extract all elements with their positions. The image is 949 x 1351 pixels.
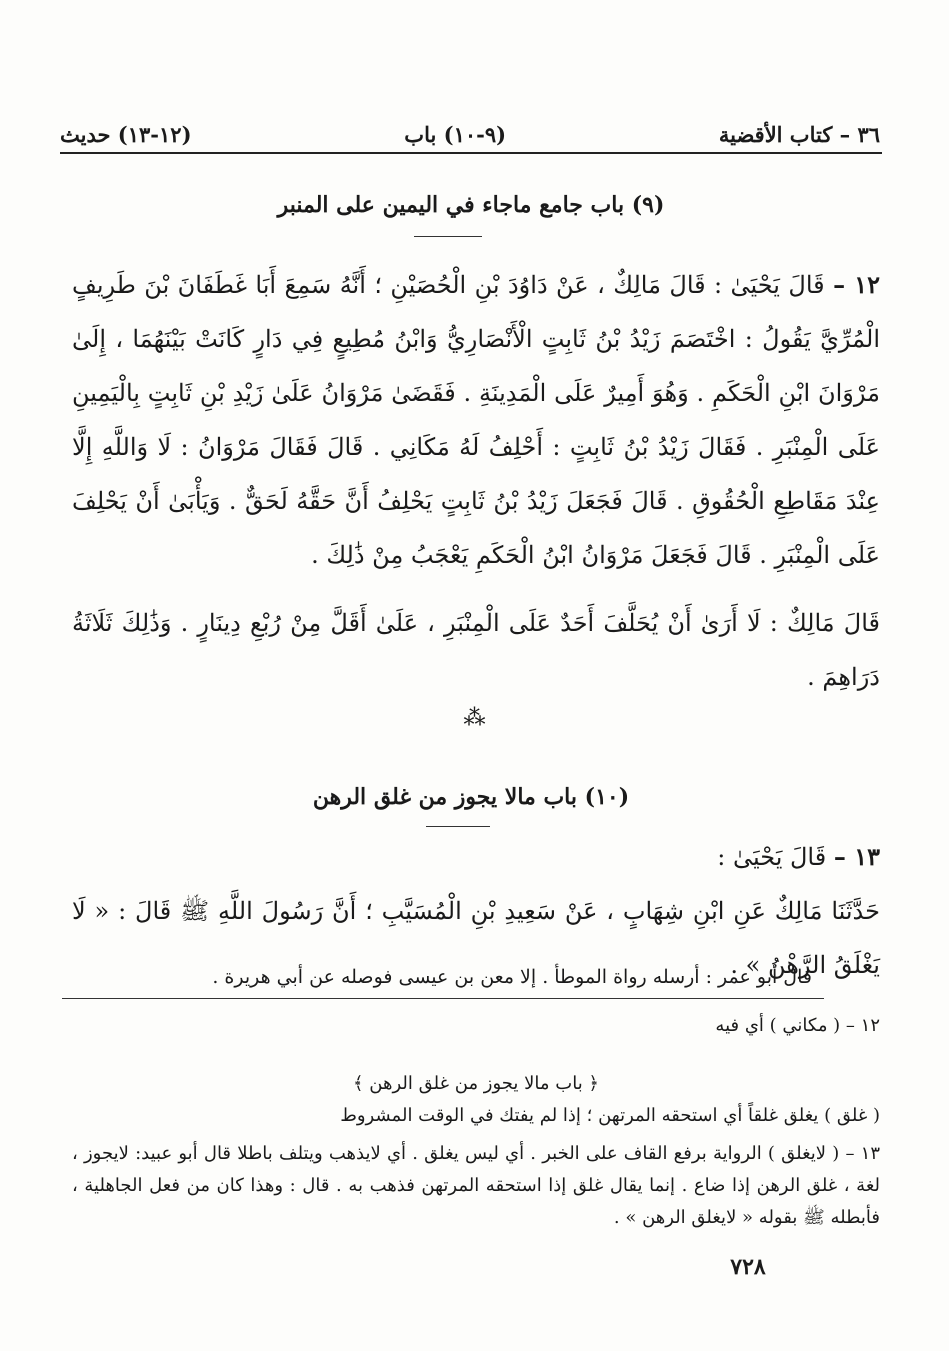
running-header: [60, 116, 880, 152]
footnote-divider: [62, 998, 824, 999]
hadith-13-number: ١٣ –: [833, 842, 880, 871]
footnote-13: ١٣ – ( لايغلق ) الرواية برفع القاف على الخبر . أي ليس يغلق . أي لايذهب ويتلف باطلا قال أبو عبيد: لايجوز ، لغة ، غلق الرهن إذا ضاع . إنما يقال غلق إذا استحقه المرتهن فذهب به . قال : وهذا كان من فعل الجاهلية ، فأبطله ﷺ بقوله « لايغلق الرهن » .: [72, 1143, 880, 1228]
footnote-chapter-title: ﴿ باب مالا يجوز من غلق الرهن ﴾: [353, 1073, 599, 1094]
heading-rule: [414, 236, 482, 237]
malik-note: قَالَ مَالِكٌ : لَا أَرَىٰ أَنْ يُحَلَّفَ أَحَدٌ عَلَى الْمِنْبَرِ ، عَلَىٰ أَقَلَّ مِنْ رُبْعِ دِينَارٍ . وَذَٰلِكَ ثَلَاثَةُ دَرَاهِمَ .: [72, 609, 880, 691]
header-hadith-range: (١٢-١٣) حديث: [60, 121, 192, 147]
abu-umar-note: قال أبو عمر : أرسله رواة الموطأ . إلا معن بن عيسى فوصله عن أبي هريرة .: [212, 966, 812, 988]
hadith-12: [72, 258, 880, 582]
chapter-10-heading: (١٠) باب مالا يجوز من غلق الرهن: [312, 784, 630, 810]
section-separator: ⁂: [463, 706, 486, 731]
header-rule: [60, 152, 882, 154]
footnote-12: ١٢ – ( مكاني ) أي فيه: [715, 1015, 880, 1036]
hadith-12-text: قَالَ يَحْيَىٰ : قَالَ مَالِكٌ ، عَنْ دَاوُدَ بْنِ الْحُصَيْنِ ؛ أَنَّهُ سَمِعَ أَبَا غَطَفَانَ بْنَ طَرِيفٍ الْمُرِّيَّ يَقُولُ : اخْتَصَمَ زَيْدُ بْنُ ثَابِتٍ الْأَنْصَارِيُّ وَابْنُ مُطِيعٍ فِي دَارٍ كَانَتْ بَيْنَهُمَا ، إِلَىٰ مَرْوَانَ ابْنِ الْحَكَمِ . وَهُوَ أَمِيرٌ عَلَى الْمَدِينَةِ . فَقَضَىٰ مَرْوَانُ عَلَىٰ زَيْدِ بْنِ ثَابِتٍ بِالْيَمِينِ عَلَى الْمِنْبَرِ . فَقَالَ زَيْدُ بْنُ ثَابِتٍ : أَحْلِفُ لَهُ مَكَانِي . قَالَ فَقَالَ مَرْوَانُ : لَا وَاللَّهِ إِلَّا عِنْدَ مَقَاطِعِ الْحُقُوقِ . قَالَ فَجَعَلَ زَيْدُ بْنُ ثَابِتٍ يَحْلِفُ أَنَّ حَقَّهُ لَحَقٌّ . وَيَأْبَىٰ أَنْ يَحْلِفَ عَلَى الْمِنْبَرِ . قَالَ فَجَعَلَ مَرْوَانُ ابْنُ الْحَكَمِ يَعْجَبُ مِنْ ذَٰلِكَ .: [72, 271, 880, 569]
hadith-13-opening: [72, 830, 880, 884]
page-number: ٧٢٨: [730, 1254, 766, 1280]
hadith-12-number: ١٢ –: [833, 270, 880, 299]
chapter-9-heading: (٩) باب جامع ماجاء في اليمين على المنبر: [277, 192, 665, 218]
hadith-13-text: حَدَّثَنَا مَالِكٌ عَنِ ابْنِ شِهَابٍ ، عَنْ سَعِيدِ بْنِ الْمُسَيَّبِ ؛ أَنَّ رَسُولَ اللَّهِ ﷺ قَالَ : « لَا يَغْلَقُ الرَّهْنُ » .: [72, 897, 880, 979]
header-chapter-range: (٩-١٠) باب: [404, 121, 507, 147]
heading-rule: [426, 826, 490, 827]
footnote-gloss: ( غلق ) يغلق غلقاً أي استحقه المرتهن ؛ إذا لم يفتك في الوقت المشروط: [340, 1105, 880, 1126]
header-book-title: ٣٦ – كتاب الأقضية: [718, 121, 880, 147]
hadith-13-opening-text: قَالَ يَحْيَىٰ :: [717, 843, 827, 871]
